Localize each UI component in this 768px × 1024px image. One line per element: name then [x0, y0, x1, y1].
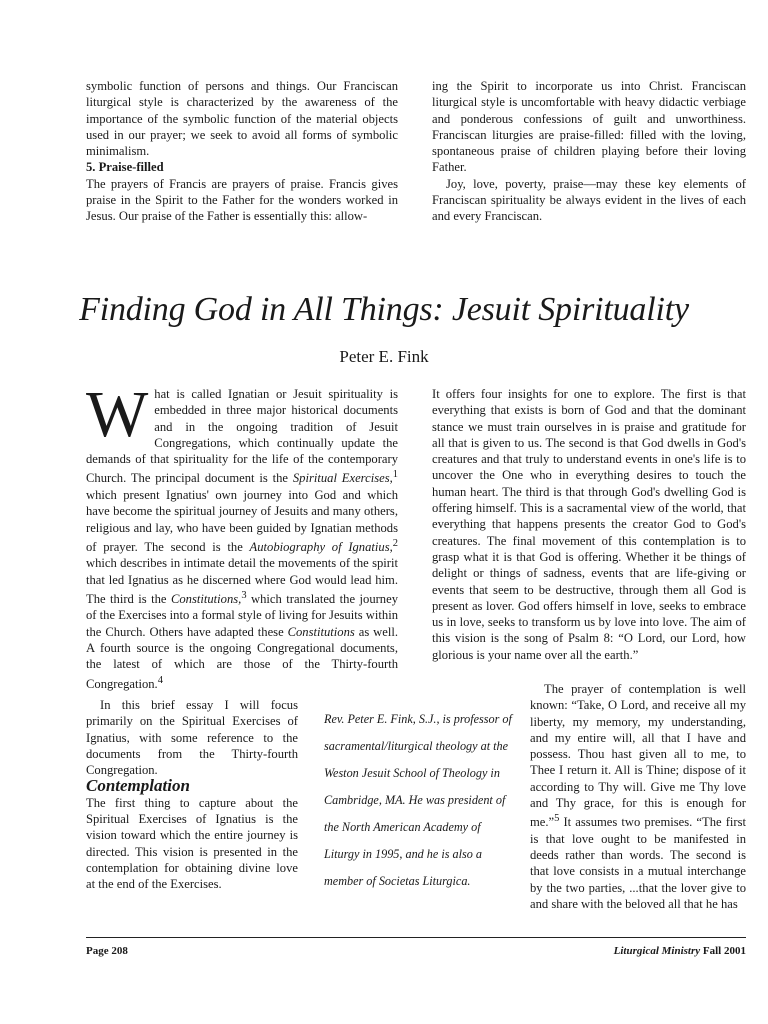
page-number: Page 208: [86, 945, 128, 957]
footnote-ref: 5: [554, 813, 560, 825]
journal-issue: Fall 2001: [700, 945, 746, 957]
prev-article-right-column: [432, 78, 746, 225]
prev-article-left-column: [86, 78, 398, 225]
intro-text: which present Ignatius' own journey into God and which have become the spiritual journey of Jesuits and many others, religious and lay, who have been guided by Ignatian methods of prayer. The second is the: [86, 487, 398, 555]
footer-rule: [86, 937, 746, 938]
intro-paragraph: [86, 378, 398, 692]
prev-article-paragraph: ing the Spirit to incorporate us into Christ. Franciscan liturgical style is uncomfortable with heavy didactic verbiage and ponderous confessions of guilt and unworthiness. Franciscan liturgies are praise-filled: filled with the loving, spontaneous praise of children playing before their loving Father.: [432, 79, 746, 175]
footnote-ref: 2: [392, 537, 398, 549]
body-text: The prayer of contemplation is well known: “Take, O Lord, and receive all my liberty, my memory, my understanding, and my entire will, all that I have and possess. Thou hast given all to me, to Thee I return it. All is Thine; dispose of it according to Thy will. Give me Thy love and Thy grace, for this is enough for me.”: [530, 682, 746, 830]
prev-article-paragraph: The prayers of Francis are prayers of praise. Francis gives praise in the Spirit to the Father for the wonders worked in Jesus. Our praise of the Father is essentially this: allow-: [86, 176, 398, 224]
article-title: Finding God in All Things: Jesuit Spirituality: [79, 291, 689, 328]
section-heading-praise-filled: 5. Praise-filled: [86, 160, 164, 175]
article-left-narrow-column: [86, 697, 298, 893]
title-constitutions: Constitutions,: [170, 592, 242, 607]
drop-cap: W: [86, 378, 149, 451]
journal-name: Liturgical Ministry: [613, 945, 701, 957]
intro-text: as well. A fourth source is the ongoing Congregational documents, the latest of which are those of the Thirty-fourth Congregation.: [86, 624, 398, 691]
body-paragraph: It offers four insights for one to explore. The first is that everything that exists is born of God and that the dominant stance we must train ourselves in is praise and gratitude for all that is given to us. The second is that God dwells in God's creatures and that truly to understand events in one's life is to uncover the One who in everything desires to touch the human heart. The third is that through God's dwelling God is offering himself. This is a sacramental view of the world, that everything that happens presents the creator God to God's creatures. The final movement of this contemplation is to grasp what it is that God is offering. Whether it be things of delight or things of sadness, events that are life-giving or events that seem to be destructive, through them all God is present as lover. God offers himself in love, seeks to embrace us in love, seeks to transform us by love into love. The aim of this vision is the song of Psalm 8: “O Lord, our Lord, how glorious is your name over all the earth.”: [432, 387, 746, 662]
title-spiritual-exercises: Spiritual Exercises,: [292, 471, 393, 486]
prev-article-paragraph: Joy, love, poverty, praise—may these key elements of Franciscan spirituality be always evident in the lives of each and every Franciscan.: [432, 176, 746, 224]
article-left-column: [86, 378, 398, 692]
article-right-column: [432, 386, 746, 663]
article-author: Peter E. Fink: [339, 347, 429, 366]
section-heading-contemplation: Contemplation: [86, 776, 190, 796]
body-paragraph: [530, 681, 746, 912]
journal-footer: [614, 945, 746, 957]
body-paragraph: The first thing to capture about the Spiritual Exercises of Ignatius is the vision toward which the entire journey is directed. This vision is presented in the contemplation for obtaining divine love at the end of the Exercises.: [86, 795, 298, 892]
footnote-ref: 4: [157, 674, 163, 686]
title-constitutions: Constitutions: [287, 624, 355, 639]
author-bio-sidebar: Rev. Peter E. Fink, S.J., is professor of sacramental/liturgical theology at the Weston Jesuit School of Theology in Cambridge, MA. He was president of the North American Academy of Liturgy in 1995, and he is also a member of Societas Liturgica.: [324, 712, 512, 888]
footnote-ref: 1: [392, 469, 398, 481]
intro-text: which describes in intimate detail the movements of the spirit that led Ignatius as he discerned where God would lead him. The third is the: [86, 556, 398, 607]
body-paragraph: In this brief essay I will focus primarily on the Spiritual Exercises of Ignatius, with some reference to the documents from the Thirty-fourth Congregation.: [86, 698, 298, 778]
article-right-narrow-column: [530, 681, 746, 912]
body-text: It assumes two premises. “The first is that love ought to be manifested in deeds rather than words. The second is that love consists in a mutual interchange by the two parties, ...that the lover give to and share with the beloved all that he has: [530, 815, 746, 912]
footnote-ref: 3: [241, 589, 247, 601]
intro-text: which translated the journey of the Exercises into a formal style of living for Jesuits within the Church. Others have adapted these: [86, 592, 398, 639]
prev-article-paragraph: symbolic function of persons and things. Our Franciscan liturgical style is characterized by the awareness of the importance of the symbolic function of the material objects used in our prayer; we seek to avoid all forms of symbolic minimalism.: [86, 79, 398, 159]
title-autobiography: Autobiography of Ignatius,: [249, 540, 393, 555]
intro-text: hat is called Ignatian or Jesuit spirituality is embedded in three major historical documents and in the ongoing tradition of Jesuit Congregations, which continually update the demands of that spirituality for the life of the contemporary Church. The principal document is the: [86, 387, 398, 486]
